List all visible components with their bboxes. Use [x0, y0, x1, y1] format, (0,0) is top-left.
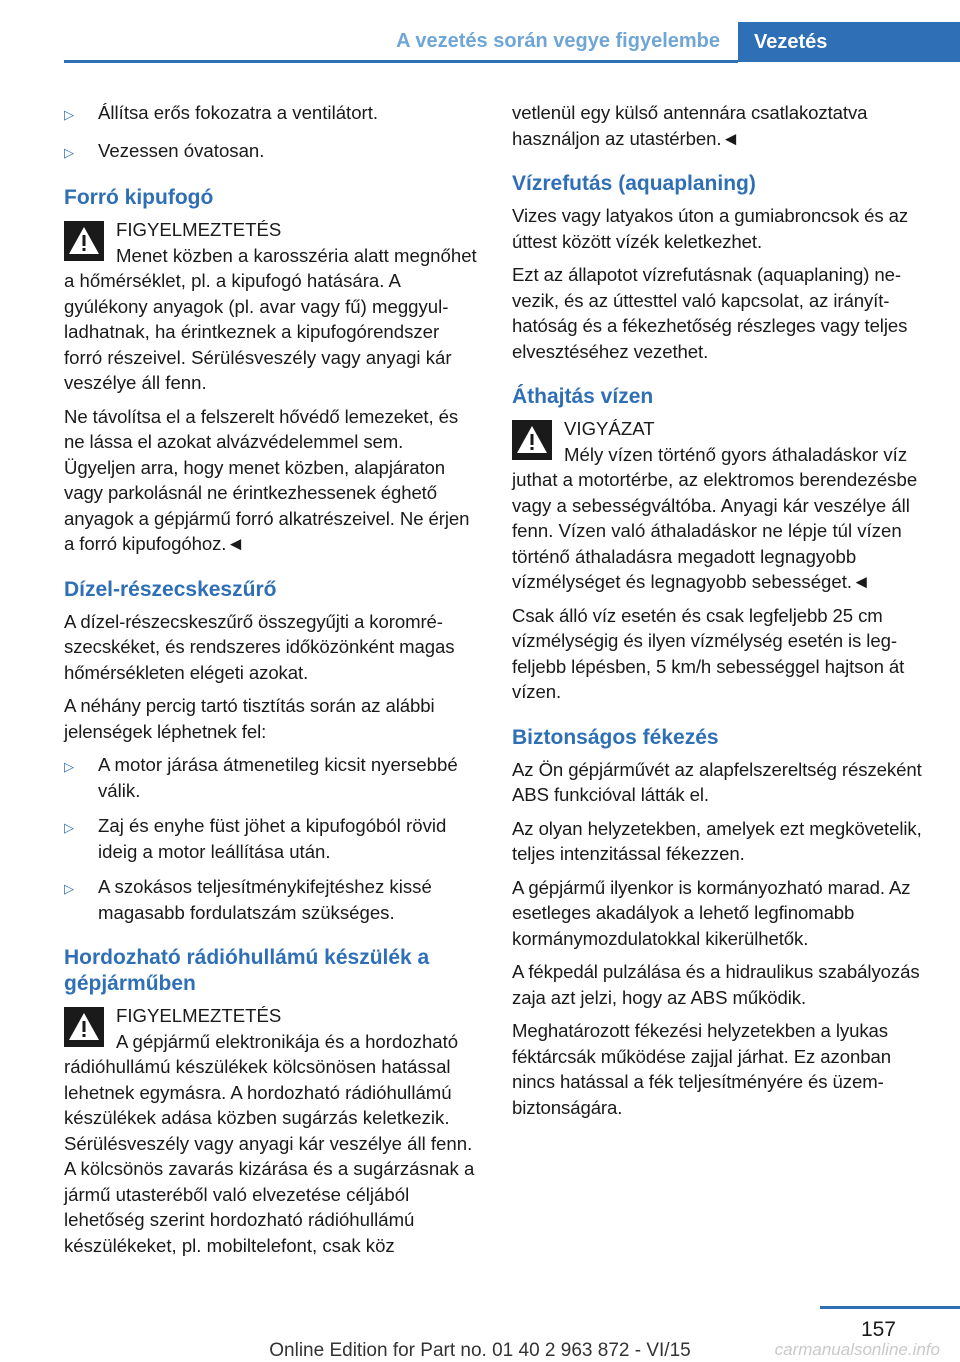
list-item-text: Állítsa erős fokozatra a ventilátort.	[98, 102, 379, 123]
warning-block	[64, 217, 478, 396]
edition-footer: Online Edition for Part no. 01 40 2 963 872 - VI/15	[269, 1340, 691, 1361]
warning-text: A gépjármű elektronikája és a hordozható rádióhullámú készülékek kölcsönösen hatással lehetnek egymásra. A hordozható rádióhullámú készülékek adása közben sugárzás keletkezik. Sérülésveszély vagy anyagi kár veszélye áll fenn. A kölcsönös zavarás kizárása és a sugárzásnak a jármű utasteréből való elvezetése céljából lehetőség szerint hordozható rádióhullámú készülékeket, pl. mobiltelefont, csak köz	[64, 1030, 475, 1256]
paragraph: Ezt az állapotot vízrefutásnak (aquaplaning) nevezik, és az úttesttel való kapcsolat, az irányíthatóság és a fékezhetőség részleges vagy teljes elvesztéséhez vezethet.	[512, 264, 908, 362]
paragraph: Az olyan helyzetekben, amelyek ezt megkövetelik, teljes intenzitással fékezzen.	[512, 817, 922, 864]
triangle-bullet-icon: ▷	[64, 881, 74, 896]
section-heading: Biztonságos fékezés	[512, 725, 719, 749]
paragraph: A néhány percig tartó tisztítás során az alábbi jelenségek léphetnek fel:	[64, 695, 435, 742]
section-title: A vezetés során vegye figyelembe	[396, 30, 720, 52]
section-heading: Dízel-részecskeszűrő	[64, 577, 277, 601]
section-heading: Áthajtás vízen	[512, 385, 654, 408]
paragraph: Meghatározott fékezési helyzetekben a lyukas féktárcsák működése zajjal járhat. Ez azonban nincs hatással a fék teljesítményére és üzembiztonságára.	[512, 1020, 891, 1118]
left-column	[64, 100, 478, 1266]
list-item	[64, 138, 478, 166]
paragraph: Ne távolítsa el a felszerelt hővédő lemezeket, és ne lássa el azokat alvázvédelemmel sem. Ügyeljen arra, hogy menet közben, alapjáraton vagy parkolásnál ne érintkezhessenek éghető anyagok a gépjármű forró alkatrészeivel. Ne érjen a forró kipufogóhoz.◄	[64, 405, 470, 554]
paragraph: A gépjármű ilyenkor is kormányozható marad. Az esetleges akadályok a lehető legfinomabb kormánymozdulatokkal kikerülhetők.	[512, 876, 911, 949]
triangle-bullet-icon: ▷	[64, 107, 74, 122]
warning-triangle-icon	[64, 1007, 104, 1047]
section-heading: Hordozható rádióhullámú készülék a gépjárműben	[64, 946, 430, 995]
paragraph: Vizes vagy latyakos úton a gumiabroncsok és az úttest között vízék keletkezhet.	[512, 205, 909, 252]
list-item-text: Zaj és enyhe füst jöhet a kipufogóból rövid ideig a motor leállítása után.	[98, 815, 447, 862]
list-item	[64, 813, 478, 864]
chapter-tab: Vezetés	[738, 22, 960, 62]
paragraph: Az Ön gépjárművét az alapfelszereltség részeként ABS funkcióval látták el.	[512, 758, 922, 805]
header-rule	[64, 60, 738, 63]
list-item	[64, 100, 478, 128]
caution-block	[512, 416, 926, 595]
watermark: carmanualsonline.info	[774, 1340, 940, 1359]
paragraph: Csak álló víz esetén és csak legfeljebb 25 cm vízmélységig és ilyen vízmélység esetén is legfeljebb lépésben, 5 km/h sebességgel hajtson át vízen.	[512, 604, 905, 702]
paragraph: vetlenül egy külső antennára csatlakoztatva használjon az utastérben.◄	[512, 102, 868, 149]
list-item	[64, 874, 478, 925]
page-header	[0, 0, 960, 62]
warning-label: FIGYELMEZTETÉS	[116, 219, 282, 240]
triangle-bullet-icon: ▷	[64, 144, 74, 160]
list-item	[64, 752, 478, 803]
list-item-text: A motor járása átmenetileg kicsit nyersebbé válik.	[98, 754, 458, 801]
footer-rule	[820, 1306, 960, 1309]
warning-block	[64, 1003, 478, 1258]
list-item-text: A szokásos teljesítménykifejtéshez kissé magasabb fordulatszám szükséges.	[98, 876, 432, 923]
caution-text: Mély vízen történő gyors áthaladáskor víz juthat a motortérbe, az elektromos berendezésbe vagy a sebességváltóba. Anyagi kár veszélye áll fenn. Vízen való áthaladáskor ne lépje túl vízen történő áthaladásra megadott legnagyobb vízmélységet és legnagyobb sebességet.◄	[512, 443, 918, 592]
page-number: 157	[860, 1318, 896, 1341]
triangle-bullet-icon: ▷	[64, 759, 74, 774]
caution-label: VIGYÁZAT	[564, 418, 655, 439]
section-heading: Forró kipufogó	[64, 186, 214, 209]
warning-text: Menet közben a karosszéria alatt megnőhet a hőmérséklet, pl. a kipufogó hatására. A gyúlékony anyagok (pl. avar vagy fű) meggyulladhatnak, ha érintkeznek a kipufogórendszer forró részeivel. Sérülésveszély vagy anyagi kár veszélye áll fenn.	[64, 244, 477, 393]
triangle-bullet-icon: ▷	[64, 820, 74, 835]
paragraph: A fékpedál pulzálása és a hidraulikus szabályozás zaja azt jelzi, hogy az ABS működik.	[512, 961, 920, 1008]
warning-triangle-icon	[64, 221, 104, 261]
list-item-text: Vezessen óvatosan.	[98, 139, 265, 161]
warning-label: FIGYELMEZTETÉS	[116, 1005, 282, 1026]
paragraph: A dízel-részecskeszűrő összegyűjti a koromrészecskéket, és rendszeres időközönként magas hőmérsékleten elégeti azokat.	[64, 610, 455, 683]
right-column	[512, 100, 926, 1128]
warning-triangle-icon	[512, 420, 552, 460]
section-heading: Vízrefutás (aquaplaning)	[512, 172, 756, 195]
